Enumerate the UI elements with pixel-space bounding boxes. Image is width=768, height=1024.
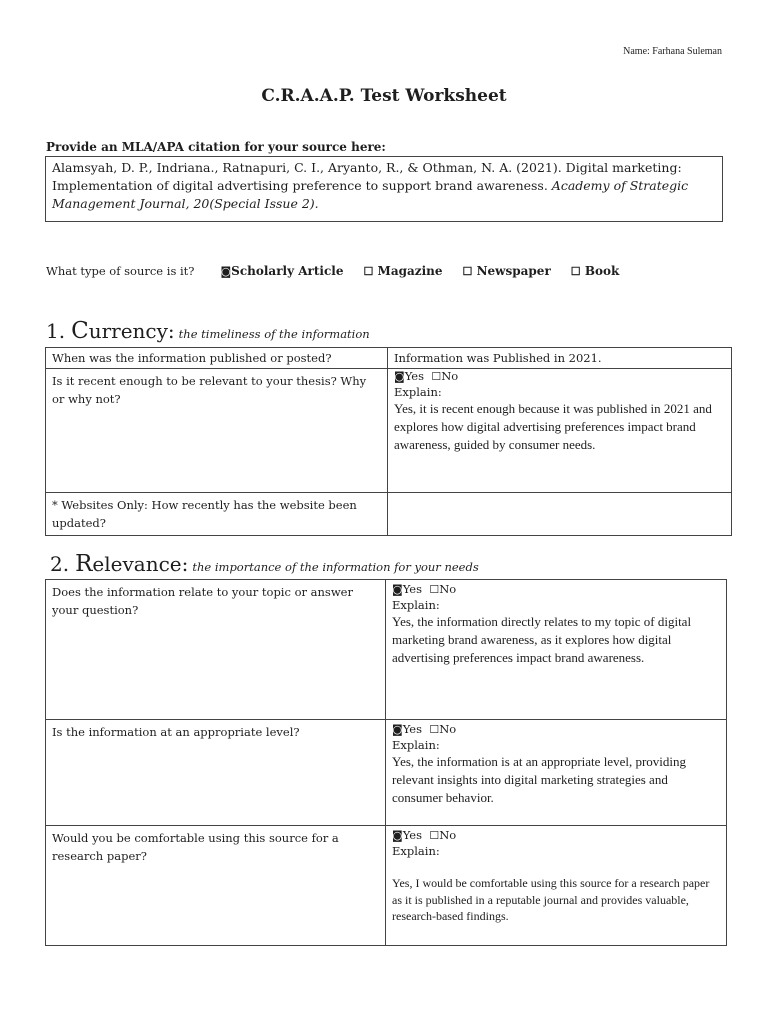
checkbox-icon: ☐: [570, 265, 581, 278]
explain-answer: Yes, it is recent enough because it was published in 2021 and explores how digital advertising preferences impact brand awareness, guided by consumer needs.: [394, 401, 712, 452]
answer-cell[interactable]: [388, 369, 732, 493]
checkbox-icon: ☐: [363, 265, 374, 278]
currency-table: [45, 347, 732, 536]
student-name: Name: Farhana Suleman: [623, 46, 722, 57]
checked-box-icon: ◙: [392, 723, 403, 736]
checkbox-icon: ☐: [431, 370, 442, 383]
answer-cell[interactable]: Information was Published in 2021.: [388, 348, 732, 369]
checkbox-icon: ☐: [429, 583, 440, 596]
section-number: 1.: [46, 319, 66, 343]
relevance-table: [45, 579, 727, 946]
section-description: the timeliness of the information: [178, 327, 370, 341]
explain-answer: Yes, the information directly relates to my topic of digital marketing brand awareness, as it explores how digital advertising preferences impact brand awareness.: [392, 614, 692, 665]
option-magazine[interactable]: ☐ Magazine: [363, 264, 443, 278]
table-row: [46, 720, 727, 826]
currency-heading: [46, 318, 370, 344]
answer-cell[interactable]: [386, 826, 727, 946]
question-cell: When was the information published or posted?: [46, 348, 388, 369]
checked-box-icon: ◙: [394, 370, 405, 383]
question-cell: Is it recent enough to be relevant to your thesis? Why or why not?: [46, 369, 388, 493]
checked-box-icon: ◙: [392, 583, 403, 596]
checked-box-icon: ◙: [220, 265, 232, 278]
source-type-row: [46, 264, 639, 278]
checkbox-icon: ☐: [429, 829, 440, 842]
checkbox-icon: ☐: [462, 265, 473, 278]
option-book[interactable]: ☐ Book: [570, 264, 620, 278]
option-scholarly-article[interactable]: ◙Scholarly Article: [220, 264, 344, 278]
checkbox-icon: ☐: [429, 723, 440, 736]
section-title: Currency:: [71, 318, 175, 344]
explain-label: Explain:: [392, 844, 440, 858]
question-cell: * Websites Only: How recently has the website been updated?: [46, 493, 388, 536]
source-type-question: What type of source is it?: [46, 264, 195, 278]
citation-text: Alamsyah, D. P., Indriana., Ratnapuri, C. I., Aryanto, R., & Othman, N. A. (2021). Digital marketing: Implementation of digital advertising preference to support brand awareness.: [52, 160, 682, 193]
section-description: the importance of the information for your needs: [192, 560, 479, 574]
explain-answer: Yes, I would be comfortable using this source for a research paper as it is published in a reputable journal and provides valuable, research-based findings.: [392, 876, 710, 923]
answer-cell[interactable]: [388, 493, 732, 536]
relevance-heading: [50, 551, 479, 577]
yes-no-choice[interactable]: ◙Yes ☐No: [394, 369, 459, 383]
table-row: [46, 493, 732, 536]
explain-label: Explain:: [392, 738, 440, 752]
option-newspaper[interactable]: ☐ Newspaper: [462, 264, 551, 278]
explain-label: Explain:: [394, 385, 442, 399]
table-row: [46, 826, 727, 946]
answer-cell[interactable]: [386, 720, 727, 826]
question-cell: Is the information at an appropriate level?: [46, 720, 386, 826]
question-cell: Does the information relate to your topic or answer your question?: [46, 580, 386, 720]
table-row: [46, 348, 732, 369]
section-number: 2.: [50, 552, 70, 576]
yes-no-choice[interactable]: ◙Yes ☐No: [392, 582, 457, 596]
yes-no-choice[interactable]: ◙Yes ☐No: [392, 828, 457, 842]
explain-label: Explain:: [392, 598, 440, 612]
explain-answer: Yes, the information is at an appropriate level, providing relevant insights into digital marketing strategies and consumer behavior.: [392, 754, 687, 805]
worksheet-title: C.R.A.A.P. Test Worksheet: [261, 86, 507, 106]
yes-no-choice[interactable]: ◙Yes ☐No: [392, 722, 457, 736]
citation-label: Provide an MLA/APA citation for your source here:: [46, 140, 386, 154]
citation-journal: Academy of Strategic Management Journal, 20(Special Issue 2).: [52, 178, 689, 211]
question-cell: Would you be comfortable using this source for a research paper?: [46, 826, 386, 946]
checked-box-icon: ◙: [392, 829, 403, 842]
section-title: Relevance:: [75, 551, 189, 577]
citation-box[interactable]: [45, 156, 723, 222]
table-row: [46, 369, 732, 493]
table-row: [46, 580, 727, 720]
answer-cell[interactable]: [386, 580, 727, 720]
